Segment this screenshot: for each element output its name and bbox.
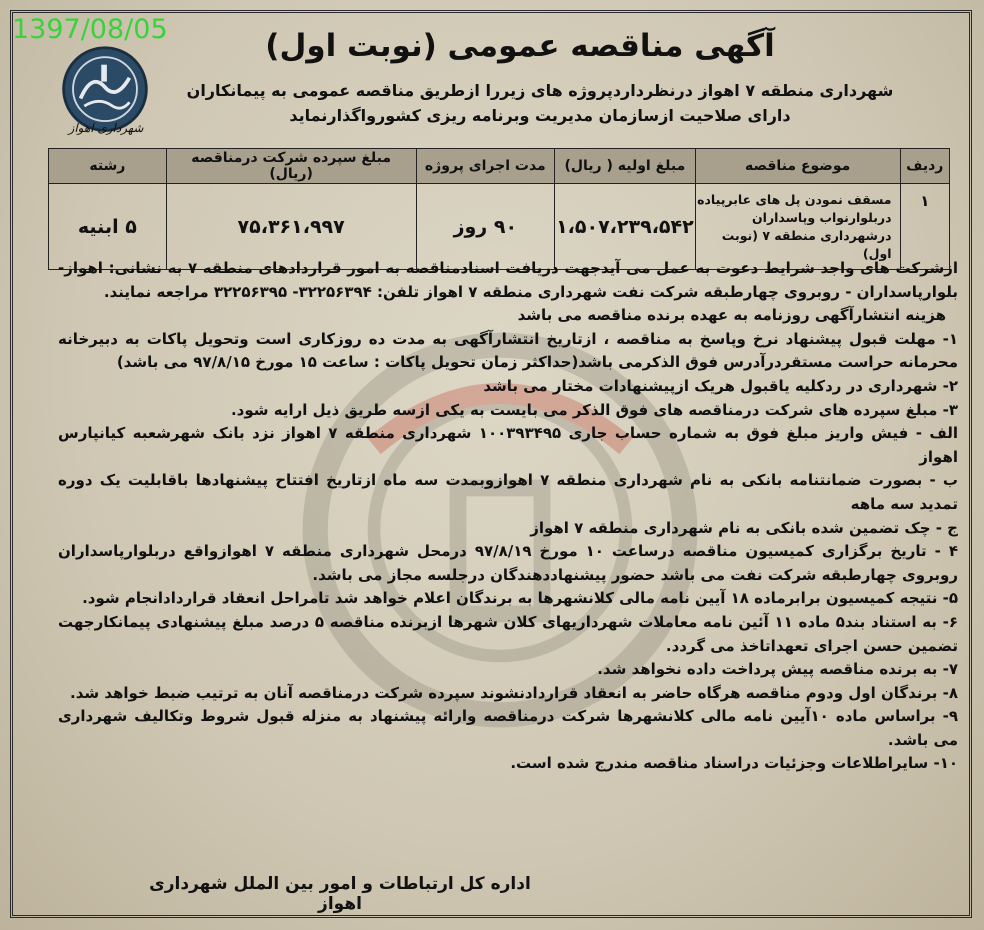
header-subject: موضوع مناقصه [695, 149, 900, 184]
paragraph-item-5: ۵- نتیجه کمیسیون برابرماده ۱۸ آیین نامه مالی کلانشهرها به برندگان اعلام خواهد شد تامراحل انعقاد قراردادانجام شود. [82, 589, 958, 608]
paragraph-item-4: ۴ - تاریخ برگزاری کمیسیون مناقصه درساعت ۱۰ مورخ ۹۷/۸/۱۹ درمحل شهرداری منطقه ۷ اهوازواقع دربلوارپاسداران روبروی چهارطبقه شرکت نفت می باشد حضور پیشنهاددهندگان درجلسه مجاز می باشد. [58, 542, 958, 584]
header-deposit: مبلغ سپرده شرکت درمناقصه (ریال) [166, 149, 416, 184]
header-row-number: ردیف [900, 149, 949, 184]
paragraph-item-3a: الف - فیش واریز مبلغ فوق به شماره حساب جاری ۱۰۰۳۹۳۴۹۵ شهرداری منطقه ۷ اهواز نزد بانک شهرشعبه کیانپارس اهواز [58, 424, 959, 466]
date-stamp: 1397/08/05 [12, 14, 168, 45]
table-header-row [49, 149, 950, 184]
ad-title: آگهی مناقصه عمومی (نوبت اول) [265, 28, 775, 64]
header-initial-amount: مبلغ اولیه ( ریال) [555, 149, 696, 184]
paragraph-item-1: ۱- مهلت قبول پیشنهاد نرخ وپاسخ به مناقصه ، ازتاریخ انتشارآگهی به مدت ده روزکاری است وتحویل پاکات به دبیرخانه محرمانه حراست مستقردرآدرس فوق الذکرمی باشد(حداکثر زمان تحویل پاکات : ساعت ۱۵ مورخ ۹۷/۸/۱۵ می باشد) [58, 329, 958, 372]
header-field: رشته [49, 149, 167, 184]
paragraph-item-3: ۳- مبلغ سپرده های شرکت درمناقصه های فوق الذکر می بایست به یکی ازسه طریق ذیل ارایه شود. [230, 400, 958, 419]
cell-field: ۵ ابنیه [49, 184, 167, 270]
paragraph-item-3b: ب - بصورت ضمانتنامه بانکی به نام شهرداری منطقه ۷ اهوازوبمدت سه ماه ازتاریخ افتتاح پیشنهادها باقابلیت یک دوره تمدید سه ماهه [58, 471, 958, 513]
cell-subject: مسقف نمودن پل های عابرپیاده دربلوارنواب وپاسداران درشهرداری منطقه ۷ (نوبت اول) [695, 184, 900, 270]
paragraph-item-2: ۲- شهرداری در ردکلیه یاقبول هریک ازپیشنهادات مختار می باشد [483, 376, 958, 395]
paragraph-item-7: ۷- به برنده مناقصه پیش پرداخت داده نخواهد شد. [597, 660, 958, 679]
ad-body [58, 257, 958, 776]
cell-deposit: ۷۵،۳۶۱،۹۹۷ [166, 184, 416, 270]
paragraph-item-9: ۹- براساس ماده ۱۰آیین نامه مالی کلانشهرها شرکت درمناقصه وارائه پیشنهاد به منزله قبول شروط وتکالیف شهرداری می باشد. [58, 707, 958, 749]
paragraph-invitation: ازشرکت های واجد شرایط دعوت به عمل می آیدجهت دریافت اسنادمناقصه به امور قراردادهای منطقه ۷ به نشانی: اهواز- بلوارپاسداران - روبروی چهارطبقه شرکت نفت شهرداری منطقه ۷ اهواز تلفن: ۳۲۲۵۶۳۹۴- ۳۲۲۵۶۳۹۵ مراجعه نمایند. [58, 259, 958, 301]
logo-caption: شهرداری اهواز [68, 121, 144, 135]
signature: اداره کل ارتباطات و امور بین الملل شهرداری اهواز [149, 874, 531, 914]
paragraph-item-8: ۸- برندگان اول ودوم مناقصه هرگاه حاضر به انعقاد قراردادنشوند سپرده شرکت درمناقصه آنان به ترتیب ضبط خواهد شد. [70, 683, 958, 702]
paragraph-item-10: ۱۰- سایراطلاعات وجزئیات دراسناد مناقصه مندرج شده است. [510, 754, 958, 773]
paragraph-cost: هزینه انتشارآگهی روزنامه به عهده برنده مناقصه می باشد [517, 306, 946, 325]
header-duration: مدت اجرای پروژه [416, 149, 555, 184]
ad-intro: شهرداری منطقه ۷ اهواز درنظرداردپروژه های زیررا ازطریق مناقصه عمومی به پیمانکاران دارای صلاحیت ازسازمان مدیریت وبرنامه ریزی کشورواگذارنماید [186, 81, 894, 125]
cell-initial-amount: ۱،۵۰۷،۲۳۹،۵۴۲ [555, 184, 696, 270]
cell-duration: ۹۰ روز [416, 184, 555, 270]
paragraph-item-6: ۶- به استناد بند۵ ماده ۱۱ آئین نامه معاملات شهرداریهای کلان شهرها ازبرنده مناقصه ۵ درصد مبلغ پیشنهادی پیمانکارجهت تضمین حسن اجرای تعهداتاخذ می گردد. [58, 612, 959, 655]
paragraph-item-3c: ج - چک تضمین شده بانکی به نام شهرداری منطقه ۷ اهواز [530, 518, 958, 537]
tender-table [48, 148, 950, 270]
cell-row-number: ۱ [900, 184, 949, 270]
